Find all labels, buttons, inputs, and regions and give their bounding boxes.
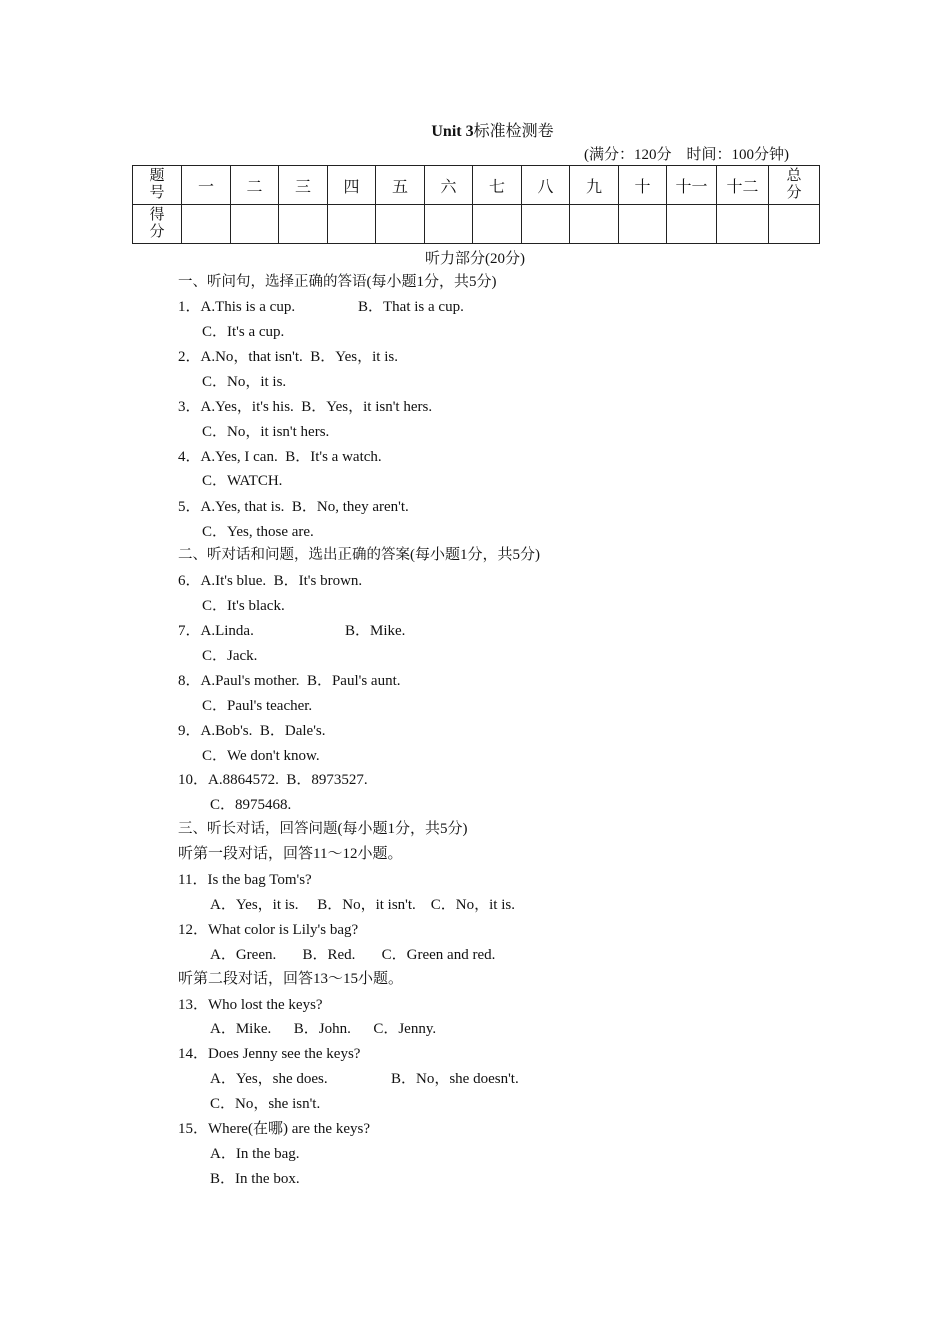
column-header: 十	[619, 166, 667, 205]
question-line	[178, 918, 358, 942]
question-line	[210, 1017, 436, 1041]
score-cell	[667, 205, 717, 244]
question-line	[178, 345, 398, 369]
question-text: C．8975468.	[210, 797, 292, 813]
section-heading-points: (每小题1分，共5分)	[337, 821, 468, 837]
section-heading	[178, 270, 497, 294]
question-text: 3．A.Yes，it's his. B．Yes，it isn't hers.	[178, 399, 433, 415]
column-header: 十二	[717, 166, 769, 205]
score-table-header-row	[133, 166, 820, 205]
question-text: C．No，she isn't.	[210, 1096, 321, 1112]
question-text: 9．A.Bob's. B．Dale's.	[178, 723, 326, 739]
question-line	[210, 1142, 300, 1166]
section-heading-points: (每小题1分，共5分)	[366, 274, 497, 290]
question-line	[210, 893, 515, 917]
section-heading-text: 一、听问句，选择正确的答语	[178, 274, 367, 290]
title-unit: Unit 3	[431, 123, 474, 140]
column-header: 二	[231, 166, 279, 205]
question-text: C．Yes, those are.	[202, 524, 314, 540]
question-line	[358, 295, 464, 319]
listening-section-title: 听力部分(20分)	[425, 251, 525, 267]
question-line	[178, 445, 382, 469]
score-cell	[619, 205, 667, 244]
column-header: 九	[570, 166, 619, 205]
question-line	[202, 469, 282, 493]
score-cell	[473, 205, 522, 244]
score-cell	[231, 205, 279, 244]
question-line	[210, 943, 495, 967]
question-text: 15．Where(在哪) are the keys?	[178, 1121, 370, 1137]
question-line	[178, 495, 409, 519]
question-text: 14．Does Jenny see the keys?	[178, 1046, 361, 1062]
question-line	[178, 1042, 360, 1066]
column-header: 六	[425, 166, 473, 205]
question-text: C．We don't know.	[202, 748, 320, 764]
exam-meta: (满分：120分 时间：100分钟)	[584, 147, 789, 163]
score-cell	[769, 205, 820, 244]
question-text: 13．Who lost the keys?	[178, 997, 323, 1013]
question-line	[210, 1092, 320, 1116]
score-table	[132, 165, 820, 244]
question-line	[202, 744, 320, 768]
question-text: 1．A.This is a cup.	[178, 299, 296, 315]
question-line	[202, 420, 329, 444]
question-text: 8．A.Paul's mother. B．Paul's aunt.	[178, 673, 401, 689]
score-table-score-row	[133, 205, 820, 244]
section-heading	[178, 543, 540, 567]
question-text: 7．A.Linda.	[178, 623, 254, 639]
question-text: 5．A.Yes, that is. B．No, they aren't.	[178, 499, 409, 515]
score-cell	[717, 205, 769, 244]
question-line	[178, 395, 432, 419]
score-cell	[182, 205, 231, 244]
question-text: B．Mike.	[345, 623, 406, 639]
score-cell	[279, 205, 328, 244]
question-text: 6．A.It's blue. B．It's brown.	[178, 573, 363, 589]
question-text: B．In the box.	[210, 1171, 300, 1187]
section-heading-text: 三、听长对话，回答问题	[178, 821, 338, 837]
question-text: A．In the bag.	[210, 1146, 300, 1162]
question-text: A．Green. B．Red. C．Green and red.	[210, 947, 496, 963]
question-text: 2．A.No，that isn't. B．Yes，it is.	[178, 349, 398, 365]
question-text: A．Yes，it is. B．No，it isn't. C．No，it is.	[210, 897, 515, 913]
question-line	[178, 1117, 370, 1141]
question-line	[178, 669, 401, 693]
question-line	[202, 644, 257, 668]
row-label-question-number: 题 号	[133, 166, 182, 205]
question-line	[202, 520, 314, 544]
question-line	[178, 967, 403, 991]
question-line	[210, 793, 291, 817]
column-header: 五	[376, 166, 425, 205]
question-line	[178, 842, 402, 866]
question-line	[178, 619, 254, 643]
question-text: 10．A.8864572. B．8973527.	[178, 772, 368, 788]
score-cell	[570, 205, 619, 244]
column-header: 一	[182, 166, 231, 205]
column-header: 八	[522, 166, 570, 205]
question-text: A．Mike. B．John. C．Jenny.	[210, 1021, 437, 1037]
question-line	[202, 594, 285, 618]
question-text: B．No，she doesn't.	[391, 1071, 519, 1087]
score-cell	[522, 205, 570, 244]
question-line	[345, 619, 405, 643]
question-text: C．No，it is.	[202, 374, 287, 390]
question-line	[178, 295, 295, 319]
question-text: C．It's a cup.	[202, 324, 285, 340]
question-text: B．That is a cup.	[358, 299, 464, 315]
question-line	[202, 370, 286, 394]
question-text: 12．What color is Lily's bag?	[178, 922, 359, 938]
question-text: 听第二段对话，回答13～15小题。	[178, 971, 404, 987]
question-text: C．Paul's teacher.	[202, 698, 313, 714]
question-line	[202, 694, 312, 718]
question-text: C．It's black.	[202, 598, 285, 614]
title-text: 标准检测卷	[473, 123, 554, 140]
question-line	[178, 569, 362, 593]
question-line	[178, 868, 312, 892]
question-line	[210, 1167, 300, 1191]
question-text: 11．Is the bag Tom's?	[178, 872, 312, 888]
score-cell	[425, 205, 473, 244]
question-line	[178, 768, 368, 792]
section-heading-points: (每小题1分，共5分)	[410, 547, 540, 563]
score-cell	[376, 205, 425, 244]
question-text: 4．A.Yes, I can. B．It's a watch.	[178, 449, 382, 465]
question-line	[391, 1067, 519, 1091]
document-title	[0, 118, 950, 141]
row-label-score: 得 分	[133, 205, 182, 244]
question-text: A．Yes，she does.	[210, 1071, 328, 1087]
score-cell	[328, 205, 376, 244]
section-heading-text: 二、听对话和问题，选出正确的答案	[178, 547, 410, 563]
question-line	[210, 1067, 328, 1091]
column-header: 四	[328, 166, 376, 205]
section-heading	[178, 817, 468, 841]
question-line	[178, 993, 323, 1017]
question-line	[202, 320, 284, 344]
column-header: 七	[473, 166, 522, 205]
question-text: C．No，it isn't hers.	[202, 424, 330, 440]
column-header: 三	[279, 166, 328, 205]
question-line	[178, 719, 326, 743]
question-text: 听第一段对话，回答11～12小题。	[178, 846, 403, 862]
question-text: C．Jack.	[202, 648, 258, 664]
question-text: C．WATCH.	[202, 473, 283, 489]
column-header: 十一	[667, 166, 717, 205]
column-header-total: 总 分	[769, 166, 820, 205]
